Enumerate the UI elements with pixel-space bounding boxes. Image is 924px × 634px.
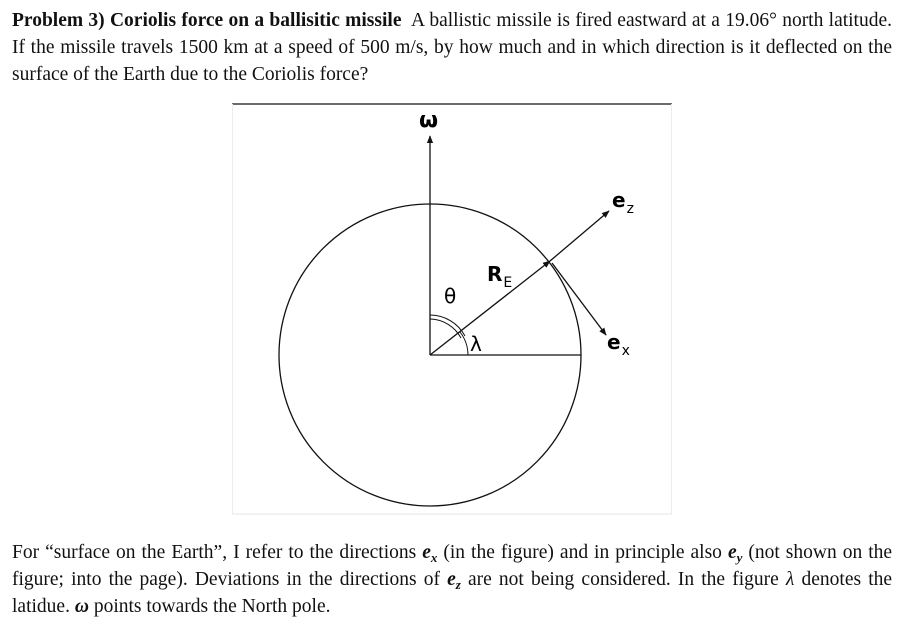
- note-paragraph: [12, 539, 892, 620]
- omega-symbol: ω: [74, 596, 89, 617]
- lambda-label: λ: [470, 332, 482, 356]
- problem-statement: [12, 7, 892, 88]
- lambda-arc: [460, 332, 468, 355]
- ey-symbol: $e_y$: [727, 542, 743, 565]
- note-text-4: are not being considered. In the figure: [467, 569, 779, 590]
- ex-symbol: $e_x$: [422, 542, 438, 565]
- ex-label: $e_x$: [607, 330, 630, 359]
- note-text-3: (not shown on the figure; into the page). Deviations in the directions of: [12, 542, 893, 590]
- omega-label: ω: [419, 108, 439, 133]
- problem-heading: Problem 3) Coriolis force on a ballisitic missile: [12, 10, 402, 31]
- note-text-6: points towards the North pole.: [93, 596, 331, 617]
- note-text-1: For “surface on the Earth”, I refer to the directions: [12, 542, 417, 563]
- theta-label: θ: [444, 284, 457, 308]
- note-text-5: denotes the latidue.: [12, 569, 893, 617]
- ex-arrow: [552, 263, 606, 335]
- ez-symbol: $e_z$: [447, 569, 461, 592]
- theta-arc-outer: [430, 315, 465, 336]
- lambda-symbol: λ: [785, 569, 795, 590]
- problem-body: A ballistic missile is fired eastward at a 19.06° north latitude. If the missile travels 1500 km at a speed of 500 m/s, by how much and in which direction is it deflected on the surface of the Earth due to the Coriolis force?: [12, 10, 893, 85]
- note-text-2: (in the figure) and in principle also: [443, 542, 722, 563]
- ez-arrow: [550, 211, 609, 261]
- coriolis-figure: [232, 103, 672, 515]
- re-label: $R_E$: [487, 262, 513, 291]
- ez-label: $e_z$: [612, 188, 634, 217]
